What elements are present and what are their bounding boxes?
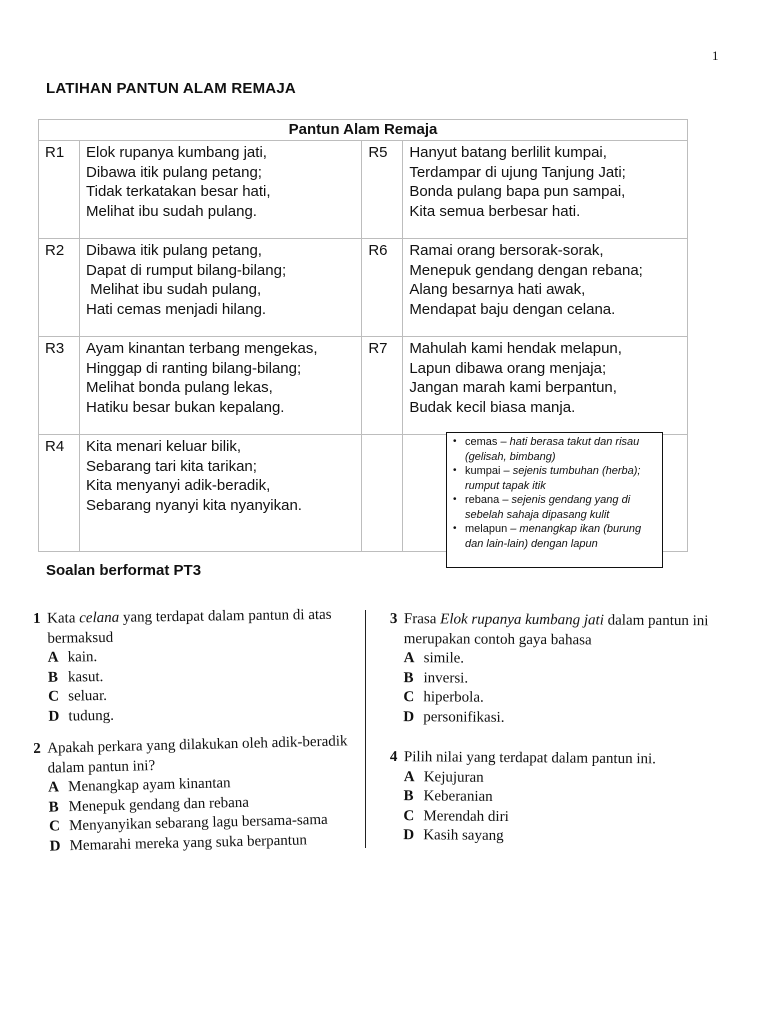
table-header: Pantun Alam Remaja <box>39 120 688 141</box>
pantun-code: R4 <box>39 435 80 552</box>
option-text: simile. <box>423 650 465 667</box>
verse-line: Kita menyanyi adik-beradik, <box>86 477 271 494</box>
question-number: 4 <box>389 748 398 766</box>
option-letter: A <box>47 649 59 666</box>
glossary-term: rebana <box>465 494 500 506</box>
verse-line: Elok rupanya kumbang jati, <box>86 144 267 161</box>
option-letter: D <box>403 708 415 725</box>
option-letter: B <box>403 669 414 686</box>
option-text: Kasih sayang <box>423 827 504 844</box>
verse-line: Sebarang nyanyi kita nyanyikan. <box>86 496 302 514</box>
question-4 <box>389 748 735 849</box>
answer-option[interactable] <box>389 668 734 690</box>
option-letter: C <box>403 807 415 824</box>
pantun-verse <box>403 239 688 337</box>
question-stem <box>390 610 735 651</box>
pantun-code: R2 <box>39 239 80 337</box>
pantun-code: R5 <box>362 141 403 239</box>
option-text: tudung. <box>68 707 115 725</box>
verse-line: Mahulah kami hendak melapun, <box>409 340 622 357</box>
verse-line: Ramai orang bersorak-sorak, <box>409 242 604 259</box>
pantun-verse <box>80 435 362 552</box>
answer-option[interactable] <box>389 826 734 849</box>
glossary-item <box>453 435 658 464</box>
verse-line: Budak kecil biasa manja. <box>409 398 576 416</box>
table-row <box>39 337 688 435</box>
verse-line: Dapat di rumput bilang-bilang; <box>86 261 287 279</box>
verse-line: Bonda pulang bapa pun sampai, <box>409 183 626 200</box>
verse-line: Melihat ibu sudah pulang, <box>86 281 262 298</box>
bullet-icon: • <box>453 465 457 476</box>
bullet-icon: • <box>453 494 457 505</box>
option-text: seluar. <box>68 687 108 705</box>
glossary-definition: – sejenis gendang yang di sebelah sahaja dipasang kulit <box>465 494 631 521</box>
option-letter: D <box>49 837 61 855</box>
table-row <box>39 239 688 337</box>
verse-line: Terdampar di ujung Tanjung Jati; <box>409 163 626 181</box>
column-divider <box>365 610 366 848</box>
stem-text: Apakah perkara yang dilakukan oleh adik-beradik dalam pantun ini? <box>47 733 348 777</box>
verse-line: Lapun dibawa orang menjaja; <box>409 359 607 377</box>
verse-line: Menepuk gendang dengan rebana; <box>409 261 643 279</box>
option-text: Memarahi mereka yang suka berpantun <box>69 831 308 854</box>
glossary-term: cemas <box>465 436 498 448</box>
option-text: Menepuk gendang dan rebana <box>68 794 250 815</box>
stem-text: yang terdapat dalam pantun di atas bermaksud <box>47 606 332 647</box>
option-letter: A <box>403 768 415 785</box>
verse-line: Tidak terkatakan besar hati, <box>86 183 271 200</box>
option-letter: B <box>48 798 59 816</box>
pantun-verse <box>80 141 362 239</box>
question-stem <box>33 605 364 649</box>
pantun-verse <box>403 141 688 239</box>
pantun-code-empty <box>362 435 403 552</box>
option-text: inversi. <box>423 669 469 687</box>
option-text: Keberanian <box>423 788 493 805</box>
question-3 <box>389 610 735 729</box>
verse-line: Dibawa itik pulang petang, <box>86 242 262 259</box>
glossary-item <box>453 464 658 493</box>
pantun-code: R6 <box>362 239 403 337</box>
option-text: Merendah diri <box>423 807 509 825</box>
stem-text-italic: Elok rupanya kumbang jati <box>440 611 604 629</box>
question-2 <box>33 732 366 857</box>
pantun-code: R7 <box>362 337 403 435</box>
option-text: kasut. <box>67 668 104 686</box>
verse-line: Kita menari keluar bilik, <box>86 438 242 455</box>
question-stem <box>33 732 364 779</box>
glossary-item <box>453 493 658 522</box>
pantun-verse <box>80 239 362 337</box>
option-letter: D <box>48 708 60 725</box>
question-number: 1 <box>33 610 41 627</box>
answer-option[interactable] <box>390 649 735 671</box>
answer-option[interactable] <box>389 707 734 729</box>
page-title: LATIHAN PANTUN ALAM REMAJA <box>46 80 296 97</box>
option-letter: B <box>47 669 59 686</box>
verse-line: Alang besarnya hati awak, <box>409 281 586 298</box>
verse-line: Sebarang tari kita tarikan; <box>86 457 257 475</box>
table-row <box>39 141 688 239</box>
verse-line: Hati cemas menjadi hilang. <box>86 300 267 318</box>
verse-line: Hinggap di ranting bilang-bilang; <box>86 359 302 377</box>
glossary-term: melapun <box>465 523 508 535</box>
glossary-item <box>453 522 658 551</box>
verse-line: Dibawa itik pulang petang; <box>86 163 262 181</box>
stem-text: dalam pantun ini merupakan contoh gaya bahasa <box>403 612 709 648</box>
option-letter: D <box>403 827 415 844</box>
stem-text: Frasa <box>403 611 441 628</box>
verse-line: Ayam kinantan terbang mengekas, <box>86 340 318 357</box>
option-letter: B <box>403 788 414 805</box>
question-number: 3 <box>389 611 398 628</box>
verse-line: Melihat ibu sudah pulang. <box>86 202 257 220</box>
verse-line: Kita semua berbesar hati. <box>409 202 581 220</box>
verse-line: Mendapat baju dengan celana. <box>409 300 616 318</box>
question-number: 2 <box>33 740 41 757</box>
verse-line: Melihat bonda pulang lekas, <box>86 379 273 396</box>
verse-line: Jangan marah kami berpantun, <box>409 379 617 396</box>
verse-line: Hanyut batang berlilit kumpai, <box>409 144 607 161</box>
answer-option[interactable] <box>34 703 364 727</box>
option-text: hiperbola. <box>423 689 484 706</box>
section-title: Soalan berformat PT3 <box>46 562 202 579</box>
glossary-definition: – sejenis tumbuhan (herba); rumput tapak itik <box>465 465 641 492</box>
pantun-code: R1 <box>39 141 80 239</box>
verse-line: Hatiku besar bukan kepalang. <box>86 398 285 416</box>
option-letter: C <box>403 689 415 706</box>
option-letter: A <box>47 779 60 796</box>
pantun-verse <box>80 337 362 435</box>
option-text: Menangkap ayam kinantan <box>67 775 231 796</box>
stem-text: Pilih nilai yang terdapat dalam pantun ini. <box>403 749 657 768</box>
glossary-definition: – hati berasa takut dan risau (gelisah, bimbang) <box>465 436 640 463</box>
glossary-definition: – menangkap ikan (burung dan lain-lain) dengan lapun <box>465 523 642 550</box>
option-text: Kejujuran <box>423 768 484 786</box>
answer-option[interactable] <box>389 688 734 710</box>
option-letter: C <box>48 818 61 835</box>
option-letter: C <box>48 688 60 705</box>
option-text: Menyanyikan sebarang lagu bersama-sama <box>68 811 328 835</box>
option-text: kain. <box>67 649 98 666</box>
bullet-icon: • <box>453 523 457 534</box>
bullet-icon: • <box>453 436 457 447</box>
option-text: personifikasi. <box>423 708 505 726</box>
pantun-code: R3 <box>39 337 80 435</box>
glossary-box <box>446 432 663 568</box>
question-1 <box>33 605 365 727</box>
stem-text: Kata <box>47 610 80 627</box>
page-number: 1 <box>712 48 719 63</box>
option-letter: A <box>403 650 415 667</box>
pantun-verse <box>403 337 688 435</box>
glossary-term: kumpai <box>465 465 501 477</box>
stem-text-italic: celana <box>79 609 120 627</box>
